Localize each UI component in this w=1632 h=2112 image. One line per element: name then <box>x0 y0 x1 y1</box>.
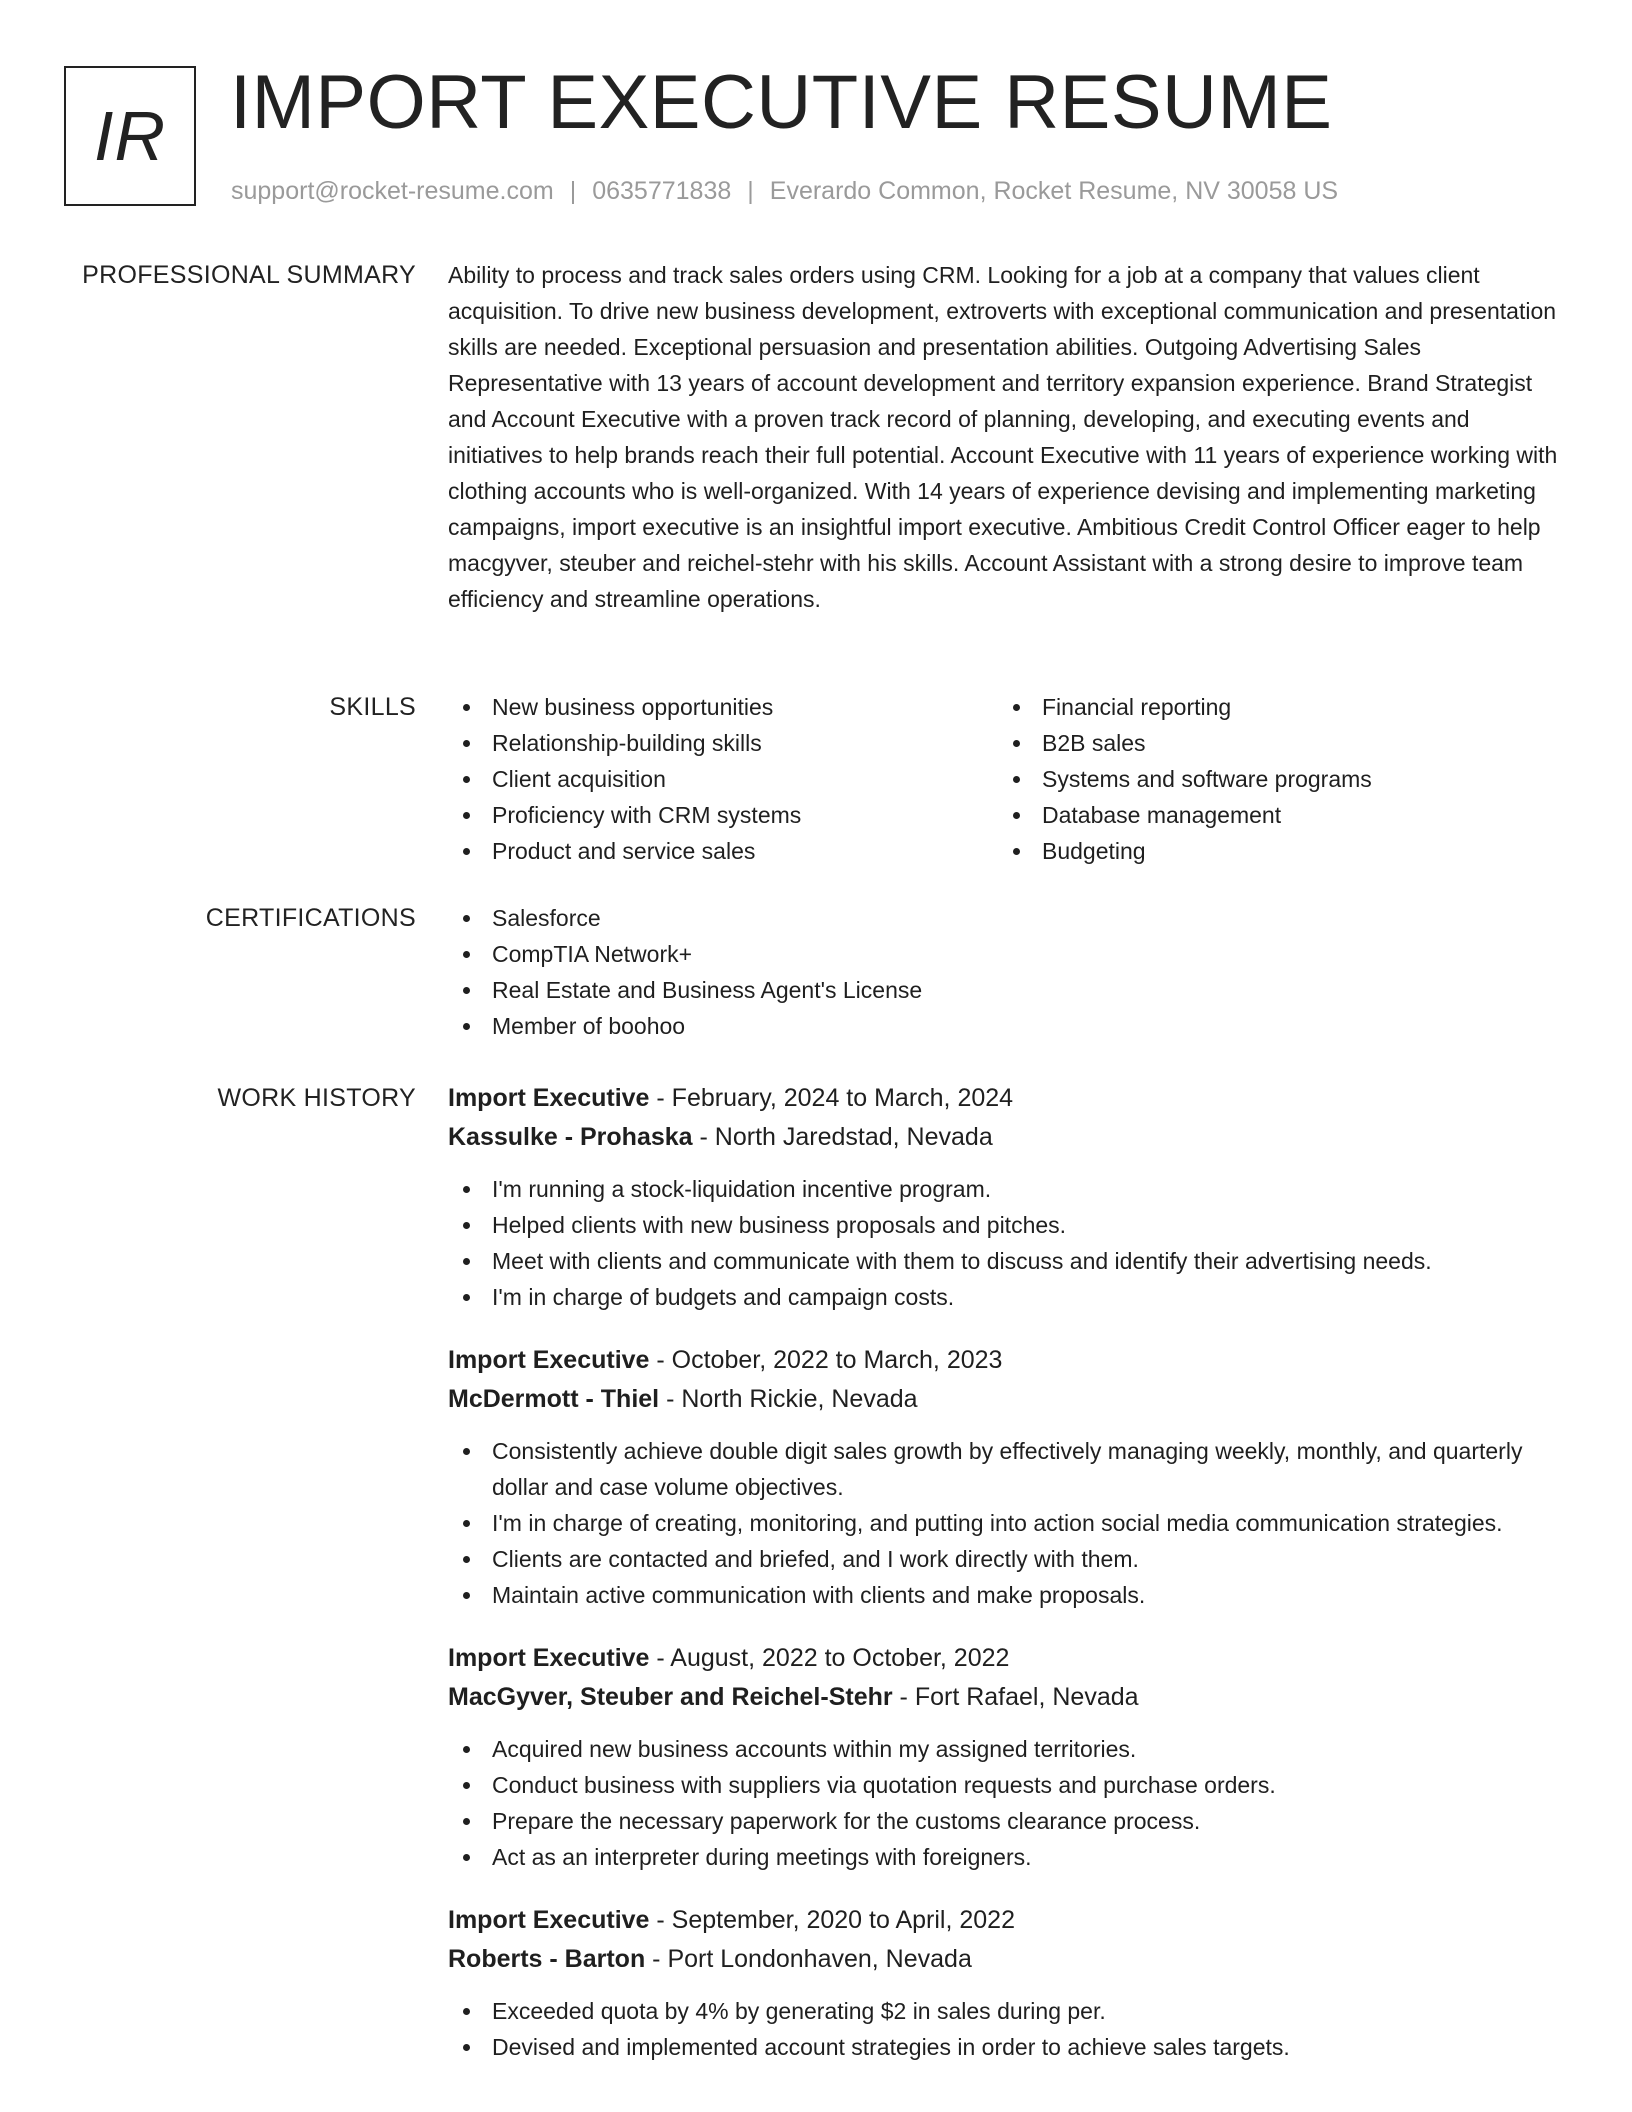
job-title-line <box>448 1639 1568 1678</box>
job-location: - North Rickie, Nevada <box>659 1385 918 1413</box>
job-duty-item: Exceeded quota by 4% by generating $2 in sales during per. <box>448 1993 1568 2029</box>
job-duty-item: Helped clients with new business proposals and pitches. <box>448 1207 1568 1243</box>
job-company-line <box>448 1940 1568 1979</box>
job-title-line <box>448 1341 1568 1380</box>
job-entry <box>448 1639 1568 1875</box>
job-duty-item: I'm in charge of budgets and campaign costs. <box>448 1279 1568 1315</box>
job-entry <box>448 1901 1568 2065</box>
summary-section <box>448 257 1568 617</box>
job-duty-item: Meet with clients and communicate with them to discuss and identify their advertising needs. <box>448 1243 1568 1279</box>
skills-heading: SKILLS <box>329 693 416 721</box>
certification-item: Real Estate and Business Agent's License <box>448 972 1568 1008</box>
job-entry <box>448 1079 1568 1315</box>
job-location: - Fort Rafael, Nevada <box>892 1683 1139 1711</box>
certification-item: CompTIA Network+ <box>448 936 1568 972</box>
job-duty-item: I'm in charge of creating, monitoring, and putting into action social media communication strategies. <box>448 1505 1568 1541</box>
job-dates: - October, 2022 to March, 2023 <box>649 1346 1003 1374</box>
work-history-section <box>448 1079 1568 2091</box>
summary-text: Ability to process and track sales orders using CRM. Looking for a job at a company that values client acquisition. To drive new business development, extroverts with exceptional communication and presentation skills are needed. Exceptional persuasion and presentation abilities. Outgoing Advertising Sales Representative with 13 years of account development and territory expansion experience. Brand Strategist and Account Executive with a proven track record of planning, developing, and executing events and initiatives to help brands reach their full potential. Account Executive with 11 years of experience working with clothing accounts who is well-organized. With 14 years of experience devising and implementing marketing campaigns, import executive is an insightful import executive. Ambitious Credit Control Officer eager to help macgyver, steuber and reichel-stehr with his skills. Account Assistant with a strong desire to improve team efficiency and streamline operations. <box>448 262 1558 612</box>
job-duty-item: I'm running a stock-liquidation incentive program. <box>448 1171 1568 1207</box>
job-duty-item: Conduct business with suppliers via quotation requests and purchase orders. <box>448 1767 1568 1803</box>
job-title: Import Executive <box>448 1644 650 1672</box>
job-duty-item: Act as an interpreter during meetings with foreigners. <box>448 1839 1568 1875</box>
job-title: Import Executive <box>448 1906 650 1934</box>
certification-item: Member of boohoo <box>448 1008 1568 1044</box>
skill-item: Product and service sales <box>448 833 998 869</box>
skills-grid <box>448 689 1568 869</box>
resume-title: IMPORT EXECUTIVE RESUME <box>230 60 1333 145</box>
job-duty-item: Devised and implemented account strategies in order to achieve sales targets. <box>448 2029 1568 2065</box>
job-company-line <box>448 1380 1568 1419</box>
skill-item: New business opportunities <box>448 689 998 725</box>
certifications-list <box>448 900 1568 1044</box>
job-location: - North Jaredstad, Nevada <box>692 1123 993 1151</box>
skills-list-left <box>448 689 998 869</box>
certifications-section <box>448 900 1568 1044</box>
job-title-line <box>448 1079 1568 1118</box>
certification-item: Salesforce <box>448 900 1568 936</box>
job-dates: - September, 2020 to April, 2022 <box>649 1906 1015 1934</box>
job-company: Roberts - Barton <box>448 1945 646 1973</box>
skill-item: Client acquisition <box>448 761 998 797</box>
skill-item: Budgeting <box>998 833 1548 869</box>
job-company-line <box>448 1118 1568 1157</box>
job-company-line <box>448 1678 1568 1717</box>
contact-email[interactable]: support@rocket-resume.com <box>231 177 554 205</box>
certifications-heading: CERTIFICATIONS <box>205 904 416 932</box>
skill-item: Proficiency with CRM systems <box>448 797 998 833</box>
job-title: Import Executive <box>448 1084 650 1112</box>
skill-item: Systems and software programs <box>998 761 1548 797</box>
contact-address: Everardo Common, Rocket Resume, NV 30058 US <box>769 177 1339 205</box>
work-history-heading: WORK HISTORY <box>217 1084 416 1112</box>
job-company: Kassulke - Prohaska <box>448 1123 693 1151</box>
contact-line <box>231 174 1338 208</box>
skill-item: Database management <box>998 797 1548 833</box>
job-company: McDermott - Thiel <box>448 1385 660 1413</box>
job-title-line <box>448 1901 1568 1940</box>
skills-list-right <box>998 689 1548 869</box>
job-duties <box>448 1171 1568 1315</box>
job-location: - Port Londonhaven, Nevada <box>645 1945 972 1973</box>
job-duty-item: Consistently achieve double digit sales growth by effectively managing weekly, monthly, and quarterly dollar and case volume objectives. <box>448 1433 1568 1505</box>
job-duty-item: Acquired new business accounts within my assigned territories. <box>448 1731 1568 1767</box>
monogram-logo <box>64 66 196 206</box>
job-dates: - February, 2024 to March, 2024 <box>649 1084 1014 1112</box>
skill-item: Financial reporting <box>998 689 1548 725</box>
job-duty-item: Prepare the necessary paperwork for the customs clearance process. <box>448 1803 1568 1839</box>
contact-phone[interactable]: 0635771838 <box>592 177 732 205</box>
job-duties <box>448 1993 1568 2065</box>
skill-item: Relationship-building skills <box>448 725 998 761</box>
job-duties <box>448 1433 1568 1613</box>
job-entry <box>448 1341 1568 1613</box>
job-company: MacGyver, Steuber and Reichel-Stehr <box>448 1683 893 1711</box>
contact-separator: | <box>569 177 577 205</box>
summary-heading: PROFESSIONAL SUMMARY <box>82 261 416 289</box>
monogram-initials: IR <box>94 97 166 175</box>
job-duty-item: Maintain active communication with clients and make proposals. <box>448 1577 1568 1613</box>
skill-item: B2B sales <box>998 725 1548 761</box>
contact-separator: | <box>747 177 754 205</box>
job-duties <box>448 1731 1568 1875</box>
job-duty-item: Clients are contacted and briefed, and I work directly with them. <box>448 1541 1568 1577</box>
job-dates: - August, 2022 to October, 2022 <box>649 1644 1010 1672</box>
job-title: Import Executive <box>448 1346 650 1374</box>
skills-section <box>448 689 1568 869</box>
